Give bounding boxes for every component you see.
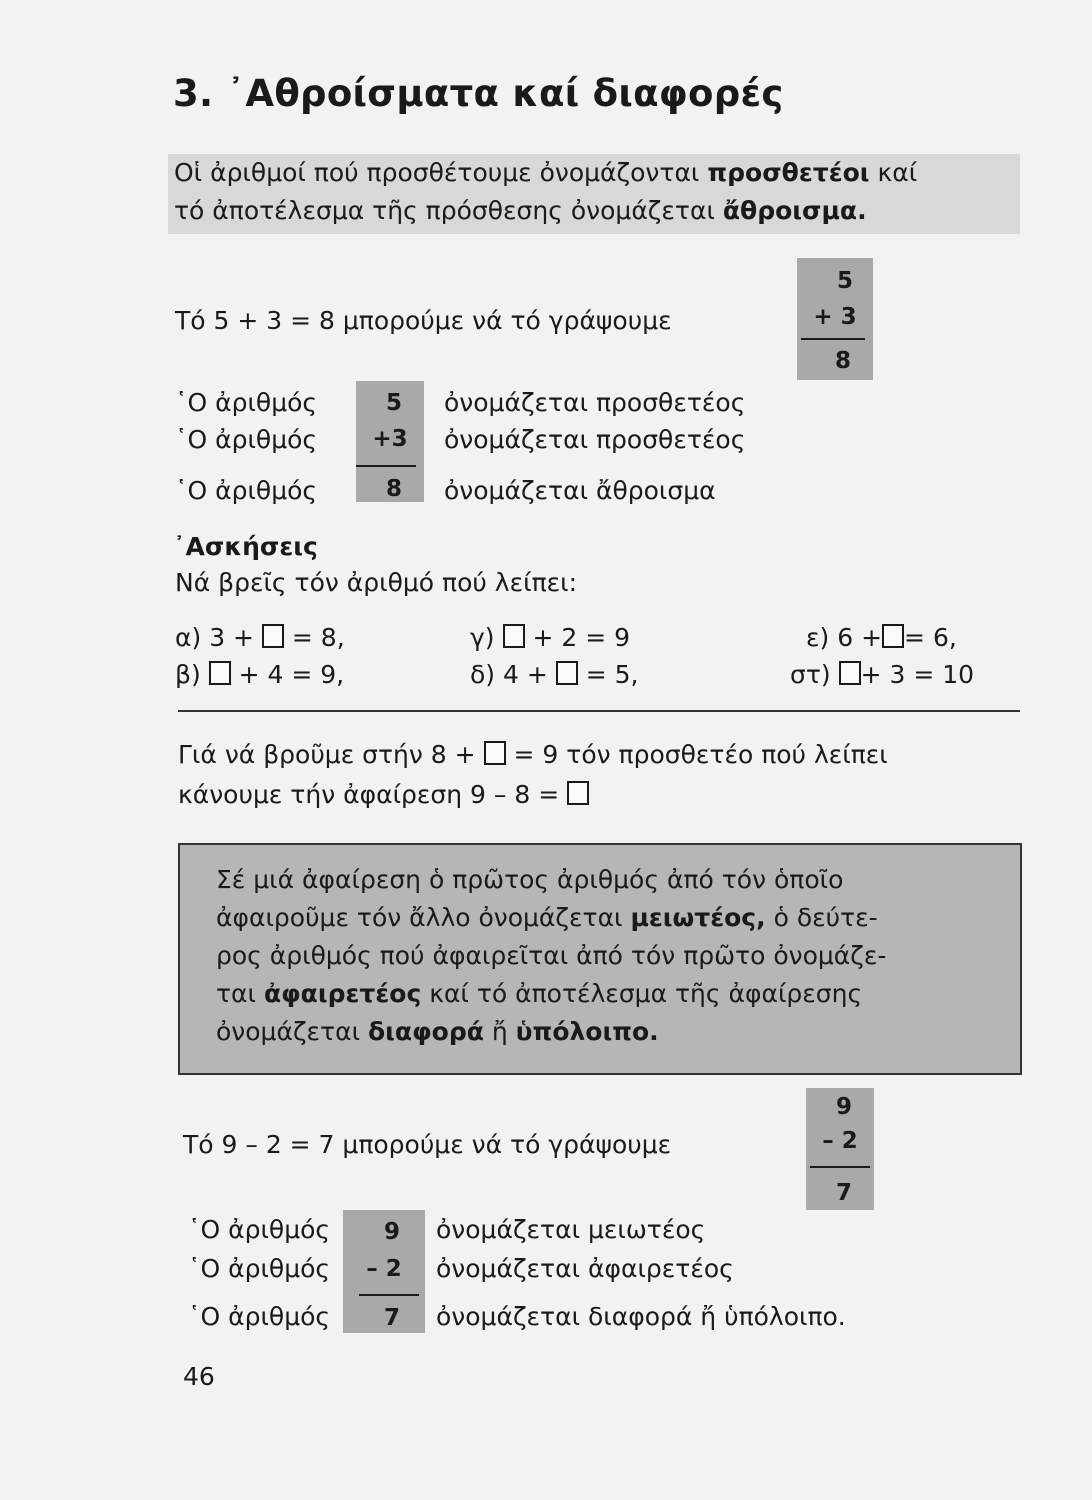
sum-value: 8 <box>385 476 402 502</box>
addend-row-label: ῾Ο ἀριθμός <box>175 425 318 454</box>
section-title: 3. ᾿Αθροίσματα καί διαφορές <box>173 72 784 115</box>
exercise-text: 3 + <box>209 623 254 652</box>
term-difference: διαφορά <box>368 1017 484 1046</box>
exercise-text: 4 + <box>503 660 548 689</box>
answer-box[interactable] <box>567 781 589 805</box>
subtrahend-row-label: ῾Ο ἀριθμός <box>188 1254 331 1283</box>
intro-text: = 9 τόν προσθετέο πού λείπει <box>513 740 888 769</box>
definition-line <box>216 1017 659 1046</box>
intro-text: Γιά νά βροῦμε στήν 8 + <box>178 740 476 769</box>
difference-line <box>810 1166 870 1168</box>
subtraction-top: 9 <box>835 1094 852 1120</box>
addend-value: +3 <box>372 426 408 452</box>
definition-text: ται <box>216 979 264 1008</box>
answer-box[interactable] <box>503 624 525 648</box>
answer-box[interactable] <box>484 741 506 765</box>
addition-result: 8 <box>834 348 851 374</box>
exercises-instruction: Νά βρεῖς τόν ἀριθμό πού λείπει: <box>175 568 578 597</box>
exercise-text: + 2 = 9 <box>532 623 631 652</box>
exercise-label: α) <box>175 623 202 652</box>
subtraction-naming-column <box>343 1210 425 1333</box>
difference-line <box>359 1294 419 1296</box>
exercise-text: + 3 = 10 <box>860 660 975 689</box>
sum-desc: ὀνομάζεται ἄθροισμα <box>444 476 716 505</box>
addition-column <box>797 258 873 380</box>
exercise-b <box>175 660 344 689</box>
minuend-row-label: ῾Ο ἀριθμός <box>188 1215 331 1244</box>
page-number: 46 <box>183 1362 215 1391</box>
exercise-text: + 4 = 9, <box>238 660 345 689</box>
intro-box <box>168 154 1020 234</box>
intro-text: καί <box>869 158 918 187</box>
minuend-desc: ὀνομάζεται μειωτέος <box>436 1215 706 1244</box>
intro-term-addends: προσθετέοι <box>707 158 870 187</box>
exercise-label: δ) <box>470 660 496 689</box>
definition-line <box>216 903 878 932</box>
sum-row-label: ῾Ο ἀριθμός <box>175 476 318 505</box>
answer-box[interactable] <box>556 661 578 685</box>
exercise-f <box>790 660 974 689</box>
exercise-text: = 6, <box>904 623 957 652</box>
definition-text: καί τό ἀποτέλεσμα τῆς ἀφαίρεσης <box>421 979 863 1008</box>
term-remainder: ὑπόλοιπο. <box>515 1017 659 1046</box>
exercises-heading: ᾿Ασκήσεις <box>173 532 318 561</box>
exercise-text: = 8, <box>291 623 345 652</box>
difference-row-label: ῾Ο ἀριθμός <box>188 1302 331 1331</box>
subtrahend-desc: ὀνομάζεται ἀφαιρετέος <box>436 1254 734 1283</box>
addend-value: 5 <box>385 390 402 416</box>
divider <box>178 710 1020 712</box>
addend-desc: ὀνομάζεται προσθετέος <box>444 388 746 417</box>
addition-sentence: Τό 5 + 3 = 8 μπορούμε νά τό γράψουμε <box>175 306 672 335</box>
subtraction-intro-line-2 <box>178 780 589 809</box>
subtraction-sentence: Τό 9 – 2 = 7 μπορούμε νά τό γράψουμε <box>183 1130 672 1159</box>
exercise-label: στ) <box>790 660 831 689</box>
addend-desc: ὀνομάζεται προσθετέος <box>444 425 746 454</box>
intro-text: Οἱ ἀριθμοί πού προσθέτουμε ὀνομάζονται <box>174 158 708 187</box>
addend-row-label: ῾Ο ἀριθμός <box>175 388 318 417</box>
definition-line <box>216 979 862 1008</box>
definition-text: ἤ <box>483 1017 516 1046</box>
term-subtrahend: ἀφαιρετέος <box>263 979 422 1008</box>
minuend-value: 9 <box>383 1219 400 1245</box>
answer-box[interactable] <box>262 624 284 648</box>
addition-top: 5 <box>836 268 853 294</box>
exercise-label: γ) <box>470 623 495 652</box>
intro-text: τό ἀποτέλεσμα τῆς πρόσθεσης ὀνομάζεται <box>174 196 723 225</box>
definition-text: ἀφαιροῦμε τόν ἄλλο ὀνομάζεται <box>216 903 631 932</box>
difference-value: 7 <box>383 1305 400 1331</box>
answer-box[interactable] <box>839 661 861 685</box>
intro-line-1 <box>174 158 917 187</box>
difference-desc: ὀνομάζεται διαφορά ἤ ὑπόλοιπο. <box>436 1302 846 1331</box>
subtraction-result: 7 <box>835 1180 852 1206</box>
exercise-d <box>470 660 638 689</box>
subtrahend-value: – 2 <box>366 1256 402 1282</box>
exercise-c <box>470 623 630 652</box>
definition-text: ὁ δεύτε- <box>765 903 878 932</box>
exercise-text: 6 + <box>837 623 883 652</box>
subtraction-second: – 2 <box>822 1128 858 1154</box>
answer-box[interactable] <box>882 624 904 648</box>
answer-box[interactable] <box>209 661 231 685</box>
exercise-a <box>175 623 345 652</box>
definition-line: ρος ἀριθμός πού ἀφαιρεῖται ἀπό τόν πρῶτο ὀνομάζε- <box>216 941 887 970</box>
term-minuend: μειωτέος, <box>630 903 766 932</box>
addition-second: + 3 <box>813 304 857 330</box>
sum-line <box>356 465 416 467</box>
definition-line: Σέ μιά ἀφαίρεση ὁ πρῶτος ἀριθμός ἀπό τόν ὁποῖο <box>216 865 844 894</box>
exercise-label: ε) <box>806 623 830 652</box>
subtraction-column <box>806 1088 874 1210</box>
subtraction-intro-line-1 <box>178 740 888 769</box>
exercise-text: = 5, <box>585 660 639 689</box>
intro-line-2 <box>174 196 867 225</box>
addition-naming-column <box>356 381 424 502</box>
definition-text: ὀνομάζεται <box>216 1017 368 1046</box>
definition-box <box>178 843 1022 1075</box>
intro-text: κάνουμε τήν ἀφαίρεση 9 – 8 = <box>178 780 560 809</box>
sum-line <box>801 338 865 340</box>
exercise-e <box>806 623 957 652</box>
exercise-label: β) <box>175 660 201 689</box>
intro-term-sum: ἄθροισμα. <box>722 196 867 225</box>
